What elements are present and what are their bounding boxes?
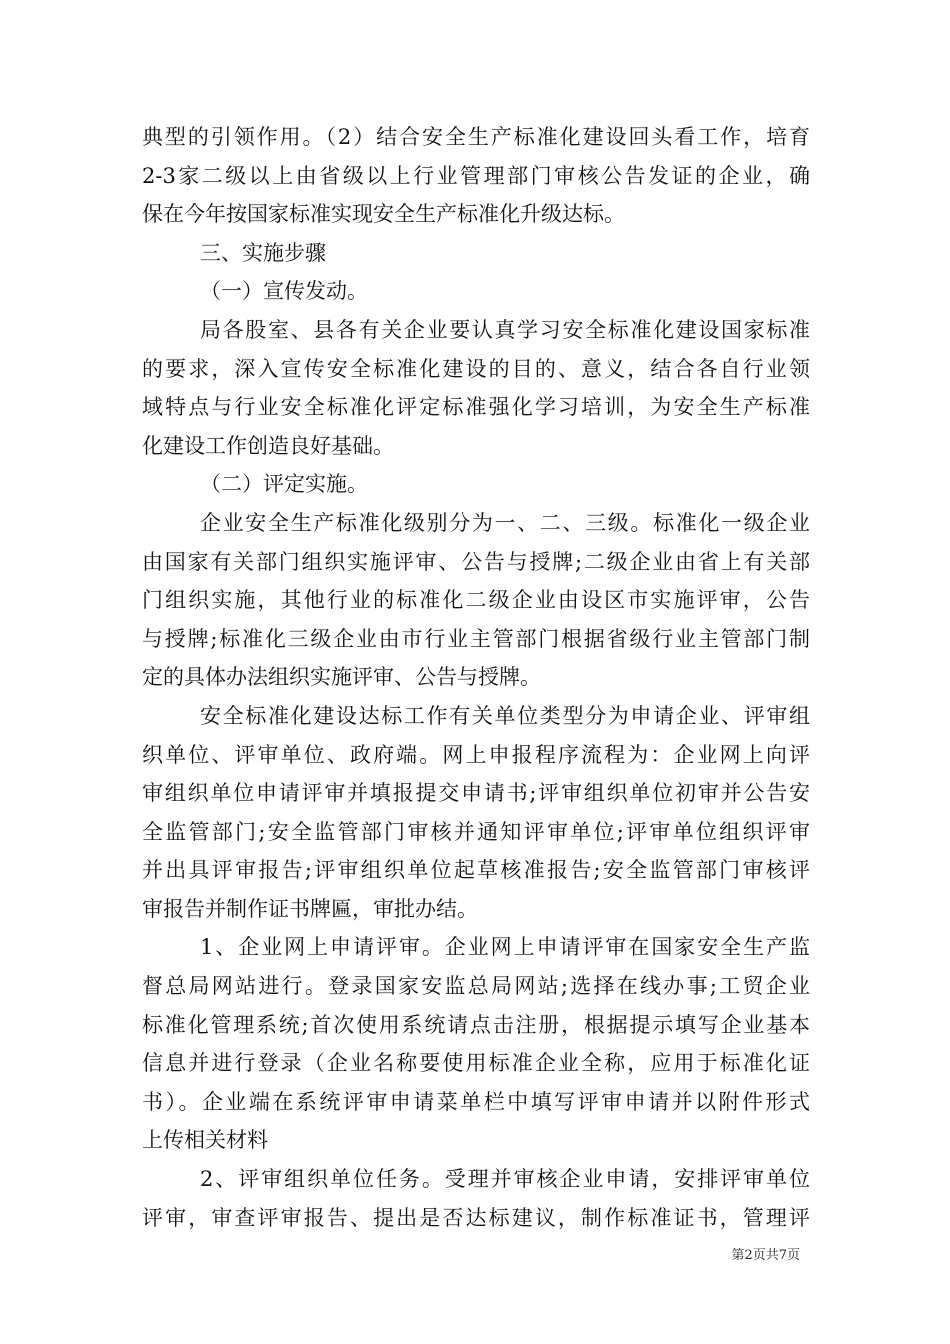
text-line: 上传相关材料 <box>142 1128 268 1153</box>
text-line: 保在今年按国家标准实现安全生产标准化升级达标。 <box>142 202 625 227</box>
text-line: 审报告并制作证书牌匾，审批办结。 <box>142 896 478 921</box>
text-line: 与授牌;标准化三级企业由市行业主管部门根据省级行业主管部门制 <box>142 626 810 651</box>
text-line: 1、企业网上申请评审。企业网上申请评审在国家安全生产监 <box>200 935 810 960</box>
text-line: 化建设工作创造良好基础。 <box>142 433 394 458</box>
text-line: 由国家有关部门组织实施评审、公告与授牌;二级企业由省上有关部 <box>142 549 810 574</box>
text-line: 定的具体办法组织实施评审、公告与授牌。 <box>142 665 541 690</box>
text-line: 2、评审组织单位任务。受理并审核企业申请，安排评审单位 <box>200 1167 810 1192</box>
text-line: 织单位、评审单位、政府端。网上申报程序流程为：企业网上向评 <box>142 742 810 767</box>
section-heading: 三、实施步骤 <box>200 240 326 265</box>
text-line: 督总局网站进行。登录国家安监总局网站;选择在线办事;工贸企业 <box>142 974 810 999</box>
text-line: 全监管部门;安全监管部门审核并通知评审单位;评审单位组织评审 <box>142 819 810 844</box>
text-line: 标准化管理系统;首次使用系统请点击注册，根据提示填写企业基本 <box>142 1012 810 1037</box>
page-number: 第2页共7页 <box>731 1248 800 1263</box>
text-line: 门组织实施，其他行业的标准化二级企业由设区市实施评审，公告 <box>142 588 810 613</box>
text-line: 的要求，深入宣传安全标准化建设的目的、意义，结合各自行业领 <box>142 356 810 381</box>
text-line: 书）。企业端在系统评审申请菜单栏中填写评审申请并以附件形式 <box>142 1089 810 1114</box>
text-line: 审组织单位申请评审并填报提交申请书;评审组织单位初审并公告安 <box>142 781 810 806</box>
subsection-heading: （一）宣传发动。 <box>200 279 368 304</box>
text-line: 企业安全生产标准化级别分为一、二、三级。标准化一级企业 <box>200 510 810 535</box>
text-line: 并出具评审报告;评审组织单位起草核准报告;安全监管部门审核评 <box>142 858 810 883</box>
text-line: 2-3家二级以上由省级以上行业管理部门审核公告发证的企业，确 <box>142 163 810 188</box>
text-line: 评审，审查评审报告、提出是否达标建议，制作标准证书，管理评 <box>142 1205 810 1230</box>
text-line: 域特点与行业安全标准化评定标准强化学习培训，为安全生产标准 <box>142 395 810 420</box>
subsection-heading: （二）评定实施。 <box>200 472 368 497</box>
text-line: 安全标准化建设达标工作有关单位类型分为申请企业、评审组 <box>200 703 810 728</box>
document-body <box>142 118 810 1237</box>
text-line: 信息并进行登录（企业名称要使用标准企业全称，应用于标准化证 <box>142 1051 810 1076</box>
text-line: 典型的引领作用。（2）结合安全生产标准化建设回头看工作，培育 <box>142 125 810 149</box>
text-line: 局各股室、县各有关企业要认真学习安全标准化建设国家标准 <box>200 317 810 342</box>
